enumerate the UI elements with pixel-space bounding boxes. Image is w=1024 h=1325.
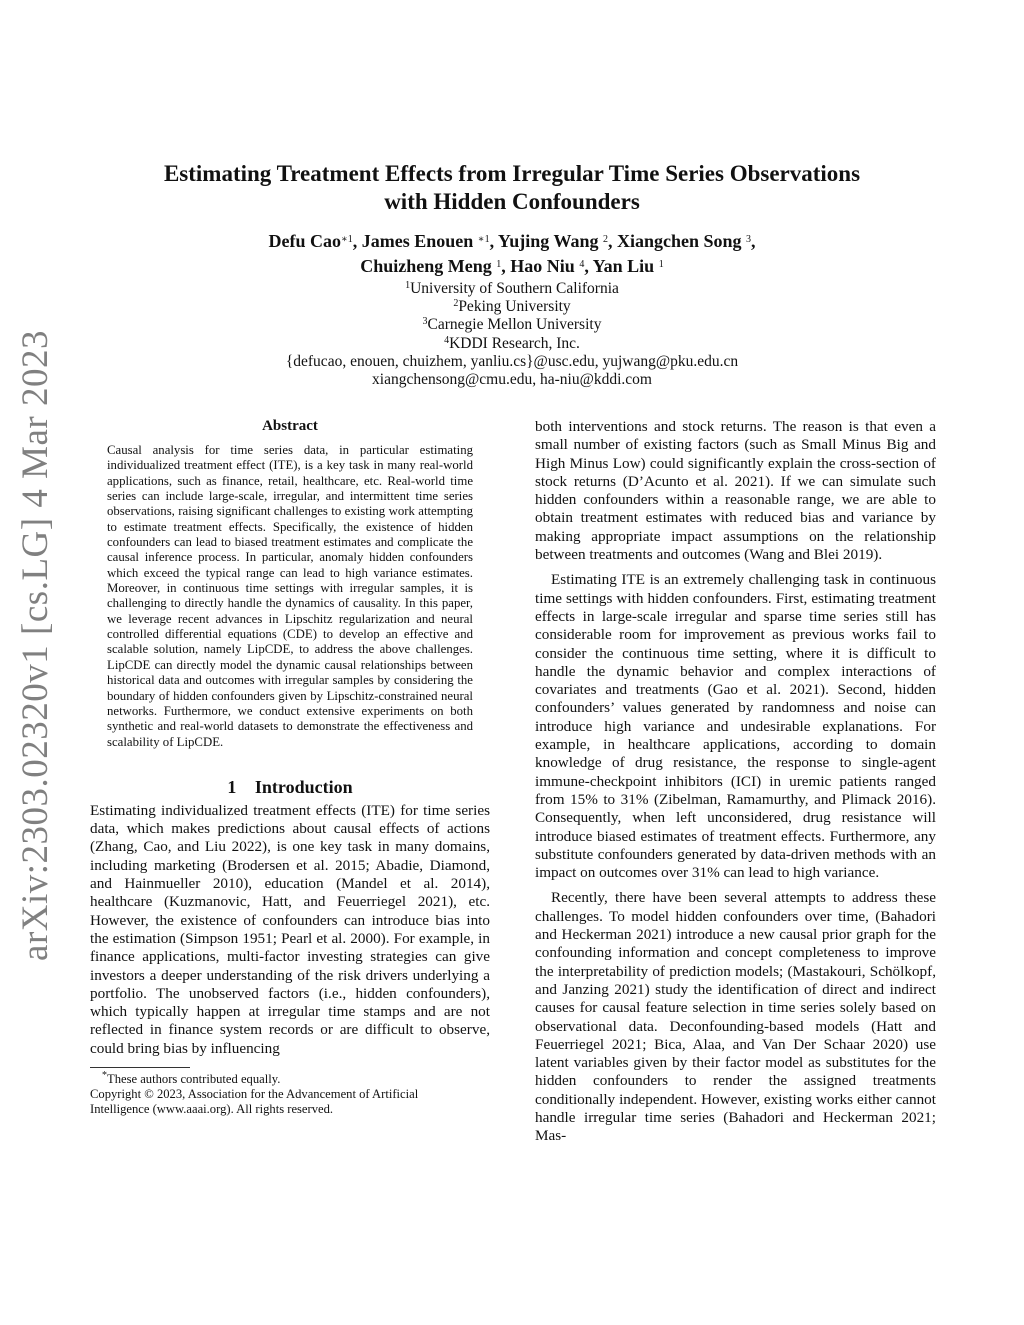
paper-title: [100, 160, 924, 216]
author-name: Chuizheng Meng: [360, 256, 492, 276]
affiliation-name: Peking University: [458, 298, 571, 316]
author-name: Hao Niu: [510, 256, 575, 276]
affiliation-name: Carnegie Mellon University: [427, 316, 602, 334]
author-mark: 3: [746, 234, 752, 245]
author-line-2: Chuizheng Meng $^1$, Hao Niu $^4$, Yan Liu $^1$: [360, 256, 664, 276]
footnote-block: [90, 1072, 490, 1117]
author-mark: 1: [496, 259, 502, 270]
section-heading-introduction: 1 Introduction: [227, 776, 353, 797]
arxiv-identifier-margin: [10, 329, 60, 961]
intro-paragraph-2: Estimating ITE is an extremely challenging task in continuous time settings with hidden confounders. First, estimating treatment effects in large-scale irregular and sparse time series still has considerable room for improvement as previous works fail to consider the continuous time setting, where it is difficult to handle the dynamic behavior and complex interactions of covariates and treatments (Gao et al. 2021). Second, hidden confounders’ values generated by randomness and noise can introduce high variance and undesirable explanations. For example, in healthcare applications, according to domain knowledge of drug resistance, the response to single-agent immune-checkpoint inhibitors (ICI) in uremic patients ranged from 15% to 31% (Zibelman, Ramamurthy, and Plimack 2016). Consequently, when left unconsidered, drug resistance will introduce biased estimates of treatment effects. Furthermore, any substitute confounders generated by data-driven methods with an impact on outcomes over 31% can lead to high variance.: [535, 571, 936, 882]
affiliation-name: University of Southern California: [410, 280, 619, 297]
affiliation-mark: 2: [453, 298, 459, 310]
author-name: Yan Liu: [592, 256, 655, 276]
title-line-2: with Hidden Confounders: [384, 189, 640, 214]
affiliation-mark: 4: [444, 334, 450, 346]
arxiv-identifier: arXiv:2303.02320v1 [cs.LG] 4 Mar 2023: [14, 329, 56, 961]
copyright-line-1: Copyright © 2023, Association for the Advancement of Artificial: [90, 1087, 419, 1102]
intro-paragraph-1-continued: both interventions and stock returns. The reason is that even a small number of existing factors (such as Small Minus Big and High Minus Low) could significantly explain the cross-section of stock returns (D’Acunto et al. 2021). If we can simulate such hidden confounders within a reasonable range, we are able to obtain treatment estimates with reduced bias and variance by making appropriate impact assumptions on the relationship between treatments and outcomes (Wang and Blei 2019).: [535, 418, 936, 564]
affiliation-block: [100, 280, 924, 389]
footnote-text: These authors contributed equally.: [107, 1072, 281, 1087]
intro-paragraph-3: Recently, there have been several attempts to address these challenges. To model hidden confounders over time, (Bahadori and Heckerman 2021) introduce a new causal prior graph for the confounding information and concept completeness to improve the interpretability of prediction models; (Mastakouri, Schölkopf, and Janzing 2021) study the identification of direct and indirect causes for causal feature selection in time series solely based on observational data. Deconfounding-based models (Hatt and Feuerriegel 2021; Bica, Alaa, and Van Der Schaar 2020) use latent variables given by their factor model as substitutes for the hidden confounders to render the assigned treatments conditionally independent. However, existing works either cannot handle irregular time series (Bahadori and Heckerman 2021; Mas-: [535, 889, 936, 1145]
copyright-line-2: Intelligence (www.aaai.org). All rights reserved.: [90, 1102, 334, 1117]
abstract-heading: Abstract: [262, 418, 318, 434]
affiliation-mark: 1: [405, 280, 411, 291]
author-mark: 1: [658, 259, 664, 270]
right-column: [535, 418, 936, 1146]
author-mark: 4: [579, 259, 585, 270]
affiliation-name: KDDI Research, Inc.: [449, 334, 580, 352]
author-name: Defu Cao: [268, 231, 341, 251]
affiliation-line: [100, 335, 924, 353]
affiliation-line: [100, 298, 924, 316]
author-mark: ∗1: [340, 234, 353, 245]
title-line-1: Estimating Treatment Effects from Irregular Time Series Observations: [163, 161, 861, 186]
author-name: Yujing Wang: [497, 231, 599, 251]
author-name: Xiangchen Song: [616, 231, 742, 251]
abstract-text: Causal analysis for time series data, in particular estimating individualized treatment effect (ITE), is a key task in many real-world applications, such as finance, retail, healthcare, etc. Real-world time series can include large-scale, irregular, and intermittent time series observations, raising significant challenges to existing work attempting to estimate treatment effects. Specifically, the existence of hidden confounders can lead to biased treatment estimates and complicate the causal inference process. In particular, anomaly hidden confounders which exceed the typical range can lead to high variance estimates. Moreover, in continuous time settings with irregular samples, it is challenging to directly handle the dynamics of causality. In this paper, we leverage recent advances in Lipschitz regularization and neural controlled differential equations (CDE) to develop an effective and scalable solution, namely LipCDE, to address the above challenges. LipCDE can directly model the dynamic causal relationships between historical data and outcomes with irregular samples by considering the boundary of hidden confounders given by Lipschitz-constrained neural networks. Furthermore, we conduct extensive experiments on both synthetic and real-world datasets to demonstrate the effectiveness and scalability of LipCDE.: [107, 443, 473, 749]
email-line-1: {defucao, enouen, chuizhem, yanliu.cs}@usc.edu, yujwang@pku.edu.cn: [285, 352, 739, 370]
author-line-1: Defu Cao$^{∗1}$, James Enouen $^{∗1}$, Yujing Wang $^2$, Xiangchen Song $^3$,: [268, 231, 756, 251]
footnote-mark: *: [102, 1070, 107, 1082]
author-mark: 2: [602, 234, 608, 245]
footnote-rule: [90, 1067, 190, 1068]
author-list: [100, 229, 924, 279]
author-mark: ∗1: [477, 234, 490, 245]
affiliation-mark: 3: [422, 316, 428, 328]
left-column: [90, 418, 490, 1117]
footnote-equal-contribution: [90, 1072, 490, 1087]
author-name: James Enouen: [361, 231, 474, 251]
affiliation-line: [100, 316, 924, 334]
affiliation-line: [100, 280, 924, 298]
intro-paragraph-1: Estimating individualized treatment effects (ITE) for time series data, which makes predictions about causal effects of actions (Zhang, Cao, and Liu 2022), is one key task in many domains, including marketing (Brodersen et al. 2015; Abadie, Diamond, and Hainmueller 2010), education (Mandel et al. 2014), healthcare (Kuzmanovic, Hatt, and Feuerriegel 2021), etc. However, the existence of confounders can introduce bias into the estimation (Simpson 1951; Pearl et al. 2000). For example, in finance applications, multi-factor investing strategies can give investors a deeper understanding of the risk drivers underlying a portfolio. The unobserved factors (i.e., hidden confounders), which typically happen at irregular time stamps and are not reflected in finance system records or are difficult to observe, could bring bias by influencing: [90, 801, 490, 1057]
email-line-2: xiangchensong@cmu.edu, ha-niu@kddi.com: [372, 371, 652, 389]
